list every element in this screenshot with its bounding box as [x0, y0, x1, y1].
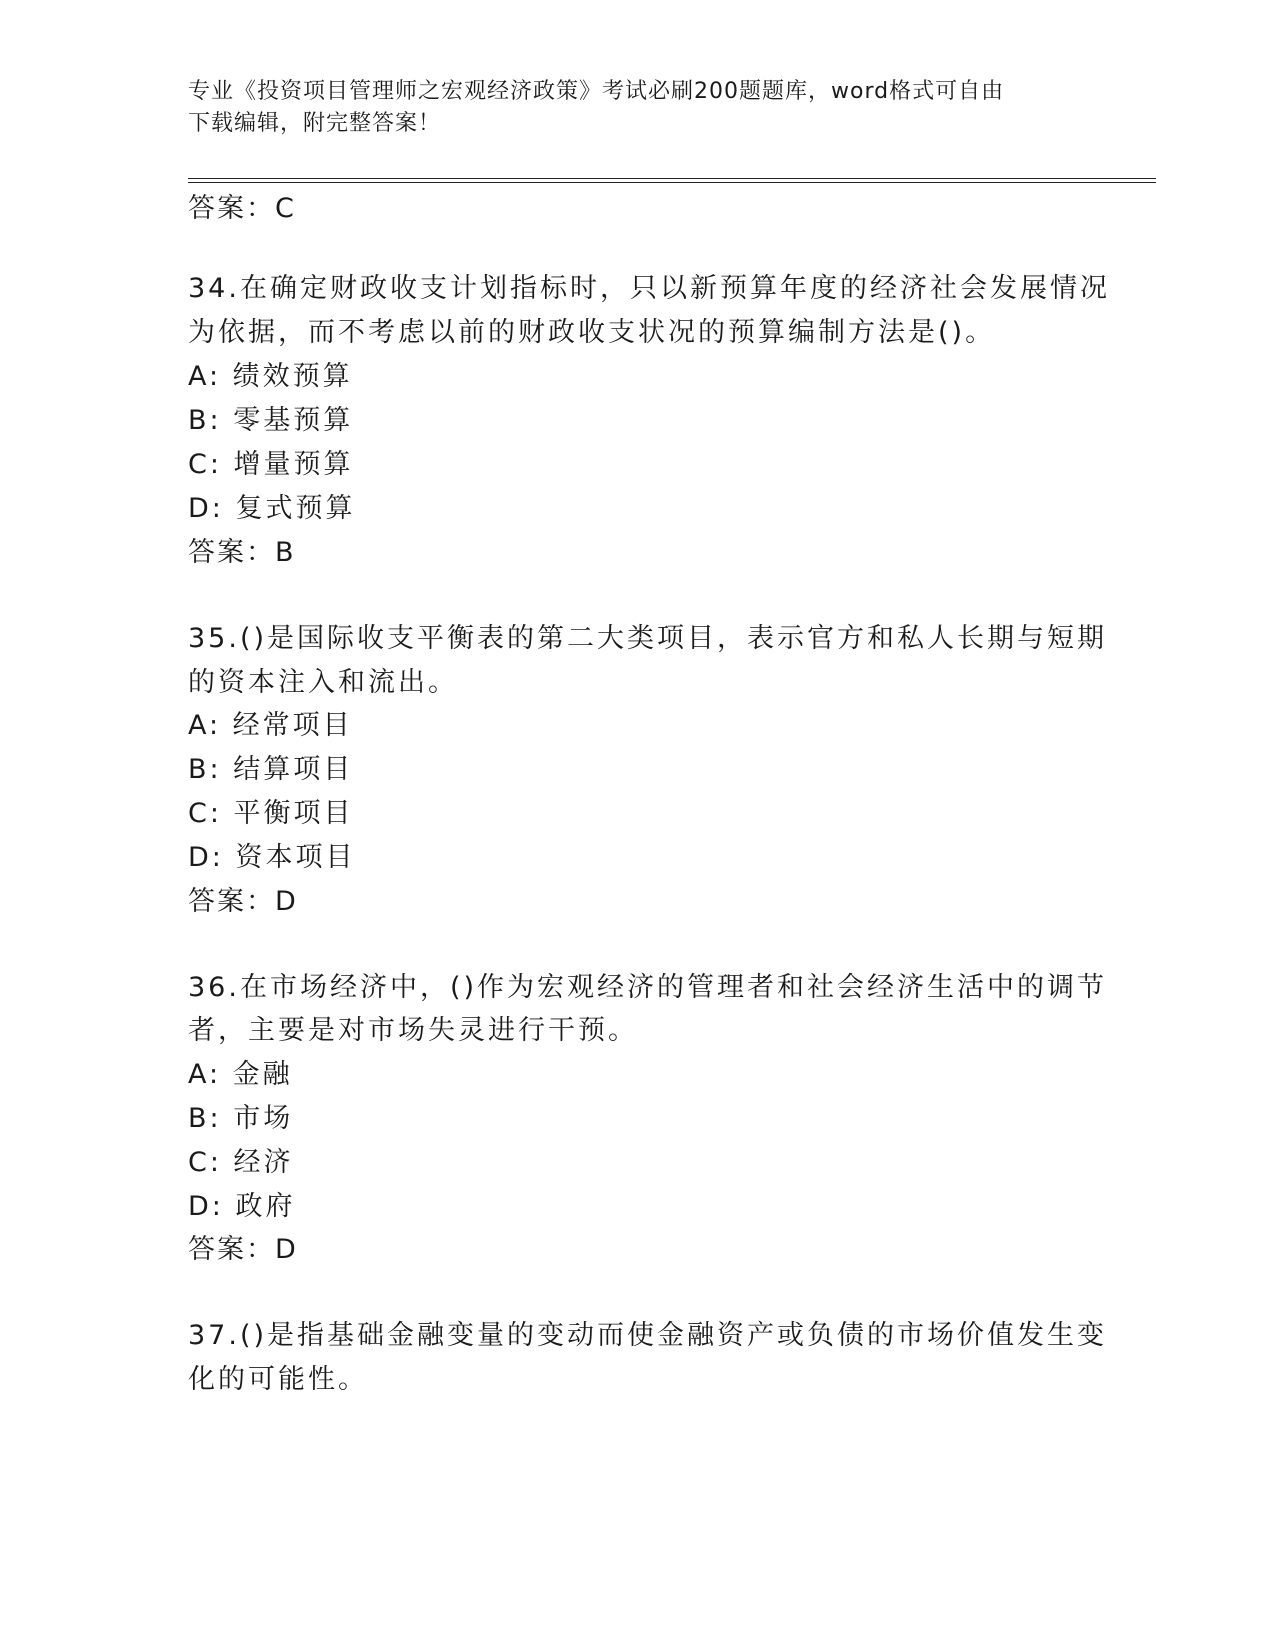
question-35-stem-line-2: 的资本注入和流出。	[188, 667, 458, 698]
question-36-option-c: C: 经济	[188, 1147, 294, 1178]
question-34-stem-line-2: 为依据，而不考虑以前的财政收支状况的预算编制方法是()。	[188, 317, 996, 348]
question-36-option-a: A: 金融	[188, 1059, 293, 1090]
question-34-answer: 答案：B	[188, 537, 296, 568]
question-35-answer: 答案：D	[188, 886, 298, 917]
previous-answer: 答案：C	[188, 193, 296, 224]
question-34-stem-line-1: 34.在确定财政收支计划指标时，只以新预算年度的经济社会发展情况	[188, 273, 1110, 304]
document-header	[188, 76, 1068, 140]
question-34-option-b: B: 零基预算	[188, 405, 354, 436]
question-35-stem-line-1: 35.()是国际收支平衡表的第二大类项目，表示官方和私人长期与短期	[188, 623, 1108, 654]
question-34-option-d: D: 复式预算	[188, 493, 356, 524]
question-36-answer: 答案：D	[188, 1234, 298, 1265]
header-divider-top	[188, 178, 1156, 179]
question-34-option-c: C: 增量预算	[188, 449, 354, 480]
question-35-option-d: D: 资本项目	[188, 842, 356, 873]
question-35-option-c: C: 平衡项目	[188, 798, 354, 829]
question-34-option-a: A: 绩效预算	[188, 361, 353, 392]
header-divider-bottom	[188, 182, 1156, 183]
question-35-option-b: B: 结算项目	[188, 754, 354, 785]
question-37-stem-line-1: 37.()是指基础金融变量的变动而使金融资产或负债的市场价值发生变	[188, 1320, 1108, 1351]
question-37-stem-line-2: 化的可能性。	[188, 1364, 368, 1395]
header-line-1: 专业《投资项目管理师之宏观经济政策》考试必刷200题题库，word格式可自由	[188, 79, 1005, 104]
question-36-stem-line-1: 36.在市场经济中，()作为宏观经济的管理者和社会经济生活中的调节	[188, 972, 1108, 1003]
question-36-stem-line-2: 者，主要是对市场失灵进行干预。	[188, 1015, 638, 1046]
question-35-option-a: A: 经常项目	[188, 710, 353, 741]
question-36-option-d: D: 政府	[188, 1191, 296, 1222]
question-36-option-b: B: 市场	[188, 1103, 294, 1134]
header-line-2: 下载编辑，附完整答案！	[188, 111, 442, 136]
